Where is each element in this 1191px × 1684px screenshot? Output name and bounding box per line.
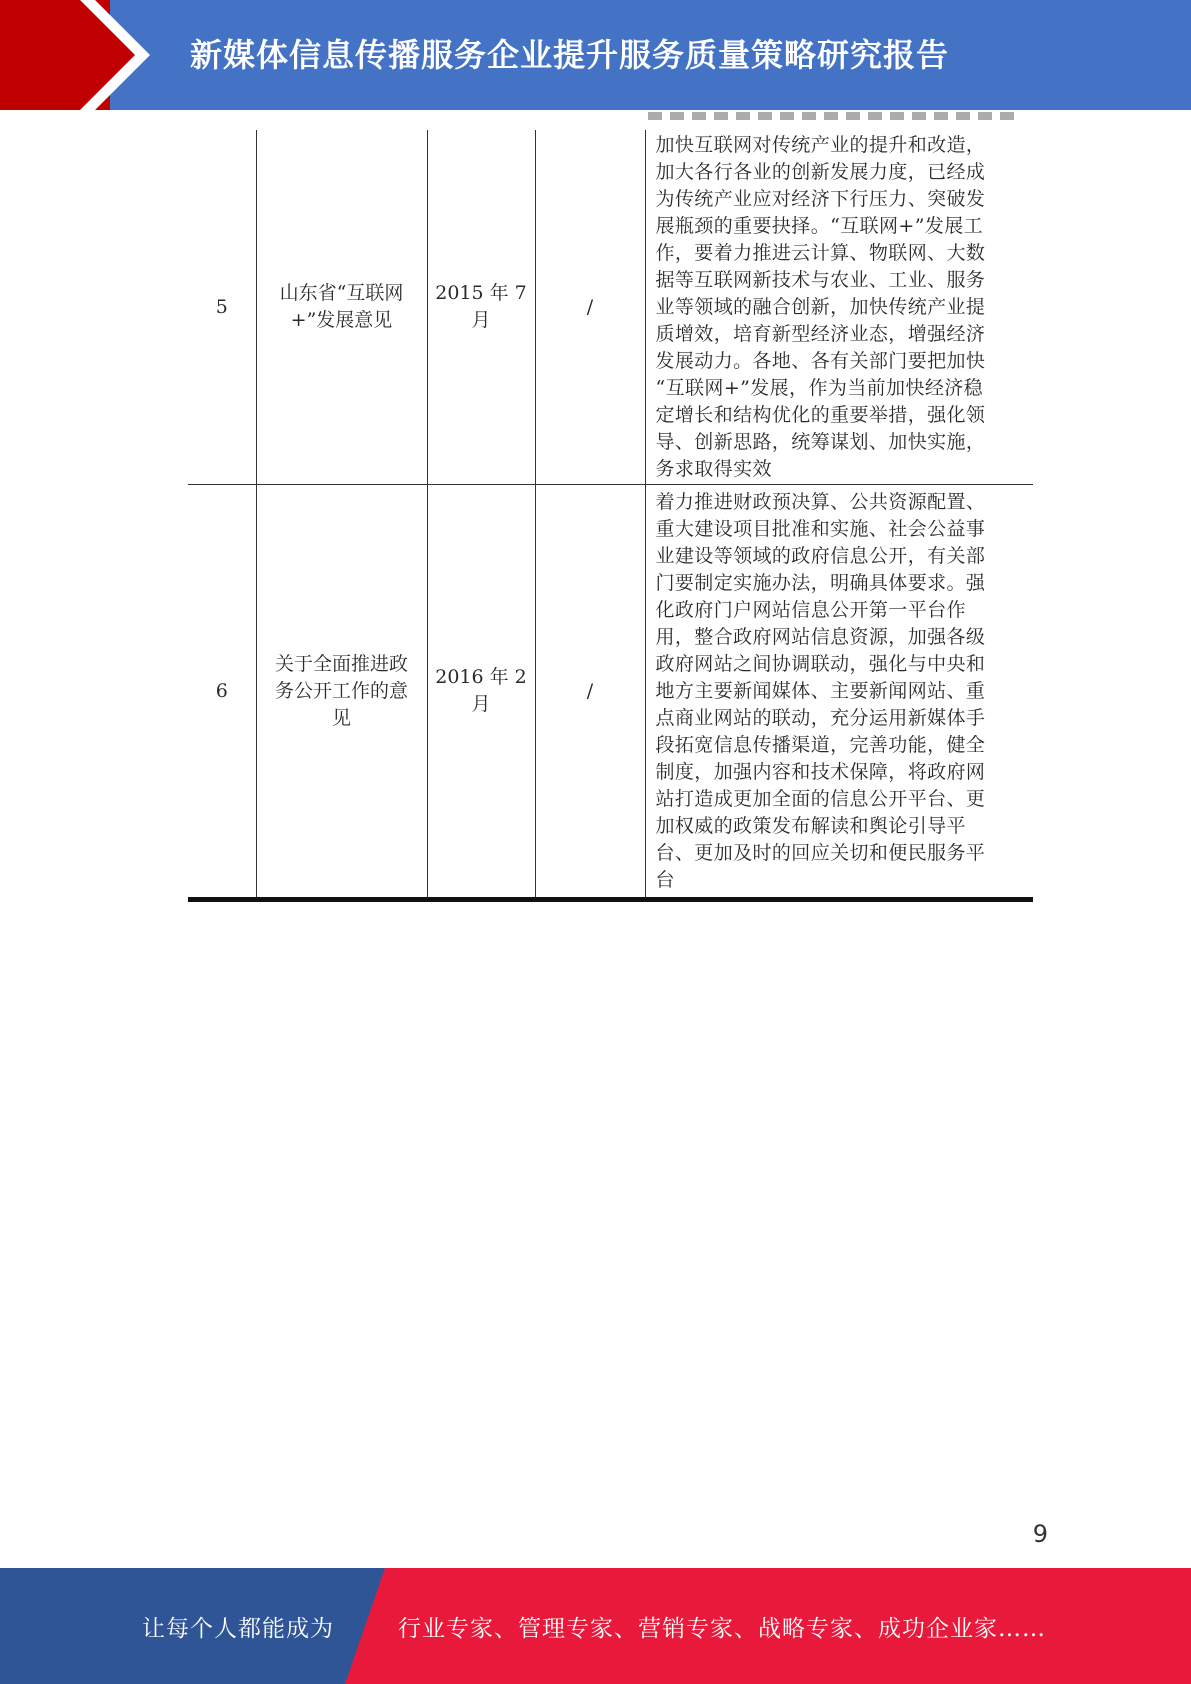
policy-table xyxy=(188,130,1033,902)
content-line: 地方主要新闻媒体、主要新闻网站、重 xyxy=(655,679,986,702)
content-line: 作，要着力推进云计算、物联网、大数 xyxy=(655,241,986,264)
table-row xyxy=(188,485,1033,900)
content-line: 业建设等领域的政府信息公开，有关部 xyxy=(655,544,986,567)
content-line: 政府网站之间协调联动，强化与中央和 xyxy=(655,652,986,675)
content-line: 段拓宽信息传播渠道，完善功能，健全 xyxy=(655,733,986,756)
content-line: 加权威的政策发布解读和舆论引导平 xyxy=(655,814,966,837)
content-line: 用，整合政府网站信息资源，加强各级 xyxy=(655,625,986,648)
content-line: 业等领域的融合创新，加快传统产业提 xyxy=(655,295,986,318)
content-line: 门要制定实施办法，明确具体要求。强 xyxy=(655,571,986,594)
header-chevron-icon xyxy=(0,0,160,110)
policy-name: 关于全面推进政务公开工作的意见 xyxy=(256,485,427,900)
policy-org: / xyxy=(535,485,645,900)
content-line: 点商业网站的联动，充分运用新媒体手 xyxy=(655,706,986,729)
row-number: 6 xyxy=(188,485,256,900)
policy-content xyxy=(645,485,1033,900)
content-line: 重大建设项目批准和实施、社会公益事 xyxy=(655,517,986,540)
row-number: 5 xyxy=(215,295,228,318)
policy-name: 山东省“互联网+”发展意见 xyxy=(256,130,427,485)
content-line: 加大各行各业的创新发展力度，已经成 xyxy=(655,160,986,183)
content-line: 质增效，培育新型经济业态，增强经济 xyxy=(655,322,986,345)
cut-off-text-fragment xyxy=(648,112,1018,120)
footer-slogan-left: 让每个人都能成为 xyxy=(142,1616,334,1642)
content-line: 台、更加及时的回应关切和便民服务平 xyxy=(655,841,986,864)
content-line: 台 xyxy=(655,868,675,891)
content-line: 为传统产业应对经济下行压力、突破发 xyxy=(655,187,986,210)
page-number: 9 xyxy=(1032,1520,1048,1548)
content-line: 据等互联网新技术与农业、工业、服务 xyxy=(655,268,986,291)
content-line: 务求取得实效 xyxy=(655,457,772,480)
content-line: 发展动力。各地、各有关部门要把加快 xyxy=(655,349,986,372)
page-footer xyxy=(0,1568,1191,1684)
policy-date: 2016 年 2月 xyxy=(427,485,535,900)
content-line: 站打造成更加全面的信息公开平台、更 xyxy=(655,787,986,810)
policy-org: / xyxy=(535,130,645,485)
content-line: “互联网+”发展，作为当前加快经济稳 xyxy=(655,376,984,399)
content-line: 制度，加强内容和技术保障，将政府网 xyxy=(655,760,986,783)
table-row xyxy=(188,130,1033,485)
content-line: 定增长和结构优化的重要举措，强化领 xyxy=(655,403,986,426)
content-line: 展瓶颈的重要抉择。“互联网+”发展工 xyxy=(655,214,984,237)
content-line: 加快互联网对传统产业的提升和改造， xyxy=(655,133,986,156)
policy-date: 2015 年 7月 xyxy=(427,130,535,485)
document-title: 新媒体信息传播服务企业提升服务质量策略研究报告 xyxy=(190,36,950,74)
content-line: 着力推进财政预决算、公共资源配置、 xyxy=(655,490,986,513)
policy-content xyxy=(645,130,1033,485)
footer-slogan-right: 行业专家、管理专家、营销专家、战略专家、成功企业家…… xyxy=(398,1616,1046,1642)
content-line: 化政府门户网站信息公开第一平台作 xyxy=(655,598,966,621)
page-header xyxy=(0,0,1191,110)
content-line: 导、创新思路，统筹谋划、加快实施， xyxy=(655,430,986,453)
